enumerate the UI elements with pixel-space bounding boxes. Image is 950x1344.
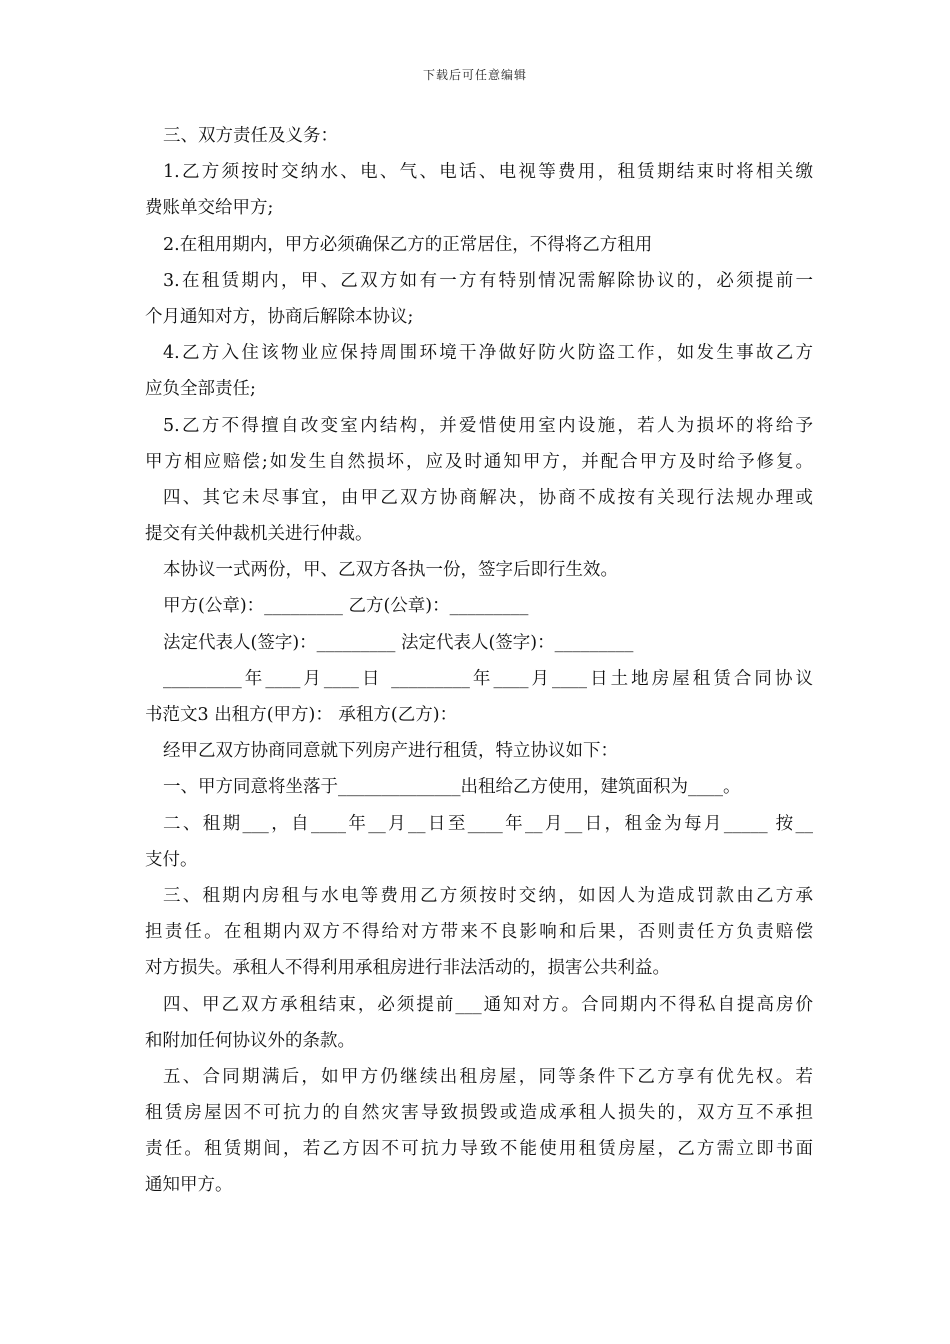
text-line: 二、租期___，自____年__月__日至____年__月__日，租金为每月_____ 按__ xyxy=(163,813,813,834)
text-line: 3.在租赁期内，甲、乙双方如有一方有特别情况需解除协议的，必须提前一 xyxy=(163,270,813,291)
text-line: 经甲乙双方协商同意就下列房产进行租赁，特立协议如下： xyxy=(163,741,618,762)
text-line: 甲方(公章)：_________ 乙方(公章)：_________ xyxy=(163,596,529,617)
text-line: 担责任。在租期内双方不得给对方带来不良影响和后果，否则责任方负责赔偿 xyxy=(145,922,813,943)
text-line: 书范文3 出租方(甲方)： 承租方(乙方)： xyxy=(145,705,458,725)
text-line: 一、甲方同意将坐落于______________出租给乙方使用，建筑面积为____。 xyxy=(163,777,741,798)
text-line: 5.乙方不得擅自改变室内结构，并爱惜使用室内设施，若人为损坏的将给予 xyxy=(163,415,813,436)
text-line: 本协议一式两份，甲、乙双方各执一份，签字后即行生效。 xyxy=(163,560,618,581)
text-line: 1.乙方须按时交纳水、电、气、电话、电视等费用，租赁期结束时将相关缴 xyxy=(163,162,813,183)
text-line: 法定代表人(签字)：_________ 法定代表人(签字)：_________ xyxy=(163,632,634,653)
text-line: _________年____月____日 _________年____月____日土地房屋租赁合同协议 xyxy=(163,668,813,689)
text-line: 五、合同期满后，如甲方仍继续出租房屋，同等条件下乙方享有优先权。若 xyxy=(163,1066,813,1087)
text-line: 4.乙方入住该物业应保持周围环境干净做好防火防盗工作，如发生事故乙方 xyxy=(163,343,813,364)
text-line: 责任。租赁期间，若乙方因不可抗力导致不能使用租赁房屋，乙方需立即书面 xyxy=(145,1139,813,1160)
text-line: 租赁房屋因不可抗力的自然灾害导致损毁或造成承租人损失的，双方互不承担 xyxy=(145,1103,813,1124)
text-line: 甲方相应赔偿;如发生自然损坏，应及时通知甲方，并配合甲方及时给予修复。 xyxy=(145,451,813,472)
text-line: 四、其它未尽事宜，由甲乙双方协商解决，协商不成按有关现行法规办理或 xyxy=(163,487,813,508)
text-line: 四、甲乙双方承租结束，必须提前___通知对方。合同期内不得私自提高房价 xyxy=(163,994,813,1015)
text-line: 三、双方责任及义务： xyxy=(163,126,338,146)
text-line: 个月通知对方，协商后解除本协议; xyxy=(145,306,414,327)
text-line: 费账单交给甲方; xyxy=(145,198,274,219)
document-body xyxy=(145,118,813,1204)
text-line: 通知甲方。 xyxy=(145,1175,233,1196)
text-line: 支付。 xyxy=(145,849,198,870)
text-line: 2.在租用期内，甲方必须确保乙方的正常居住，不得将乙方租用 xyxy=(163,234,653,255)
text-line: 和附加任何协议外的条款。 xyxy=(145,1030,355,1051)
page-header: 下载后可任意编辑 xyxy=(422,68,527,82)
text-line: 三、租期内房租与水电等费用乙方须按时交纳，如因人为造成罚款由乙方承 xyxy=(163,885,813,906)
text-line: 对方损失。承租人不得利用承租房进行非法活动的，损害公共利益。 xyxy=(145,958,670,979)
text-line: 提交有关仲裁机关进行仲裁。 xyxy=(145,524,373,545)
text-line: 应负全部责任; xyxy=(145,379,256,400)
